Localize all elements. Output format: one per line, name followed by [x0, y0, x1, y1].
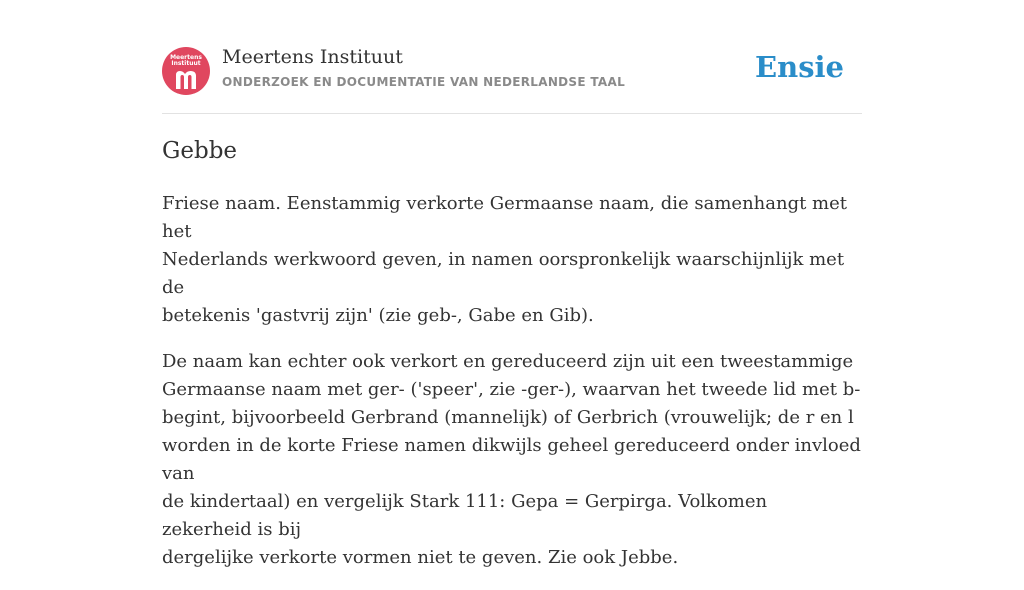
meertens-logo[interactable]: [162, 47, 210, 95]
letter-m-icon: [174, 69, 198, 89]
entry-content: [162, 190, 862, 590]
ensie-brand-link[interactable]: Ensie: [755, 50, 844, 84]
header: [162, 44, 862, 114]
entry-paragraph-2: De naam kan echter ook verkort en gereduceerd zijn uit een tweestammige Germaanse naam met ger- ('speer', zie -ger-), waarvan het tweede lid met b- begint, bijvoorbeeld Gerbrand (mannelijk) of Gerbrich (vrouwelijk; de r en l worden in de korte Friese namen dikwijls geheel gereduceerd onder invloed van de kindertaal) en vergelijk Stark 111: Gepa = Gerpirga. Volkomen zekerheid is bij dergelijke verkorte vormen niet te geven. Zie ook Jebbe.: [162, 351, 861, 568]
org-name[interactable]: Meertens Instituut: [222, 46, 403, 68]
entry-title: Gebbe: [162, 138, 238, 164]
entry-paragraph-1: Friese naam. Eenstammig verkorte Germaanse naam, die samenhangt met het Nederlands werkwoord geven, in namen oorspronkelijk waarschijnlijk met de betekenis 'gastvrij zijn' (zie geb-, Gabe en Gib).: [162, 193, 848, 326]
org-subtitle: ONDERZOEK EN DOCUMENTATIE VAN NEDERLANDSE TAAL: [222, 75, 626, 89]
logo-text-line2: Instituut: [171, 60, 201, 67]
logo-text-line1: Meertens: [170, 54, 202, 61]
